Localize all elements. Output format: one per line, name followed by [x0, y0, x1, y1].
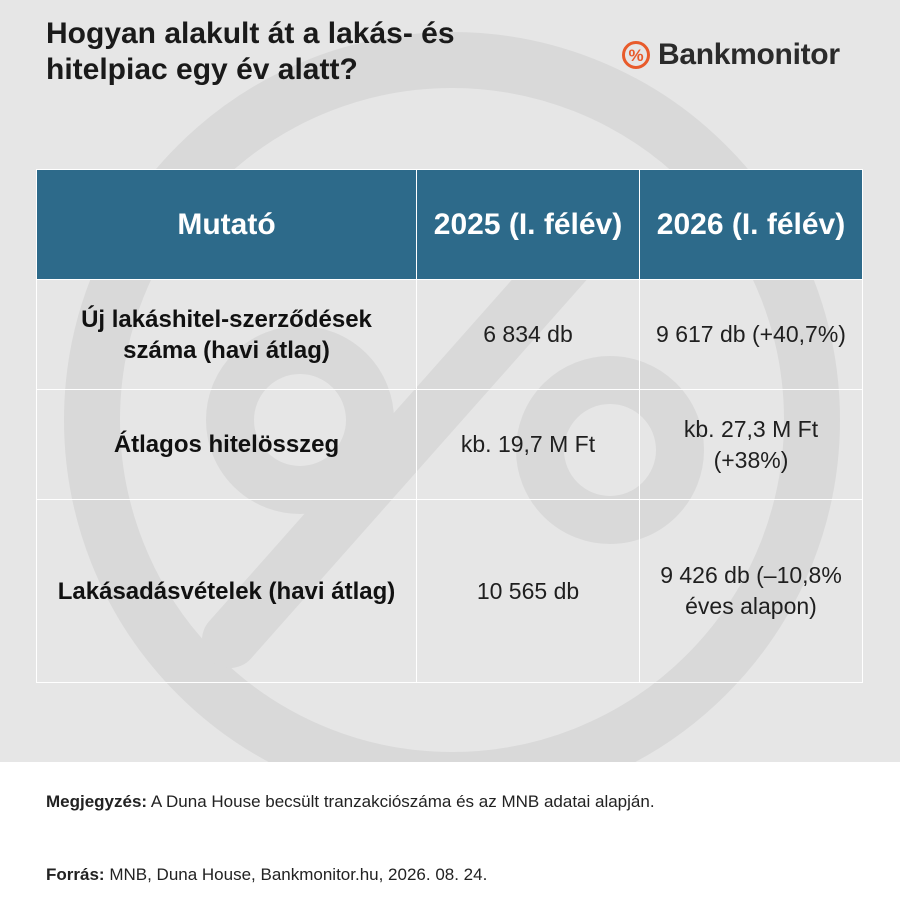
- footnote-label: Megjegyzés:: [46, 792, 148, 811]
- footnote-text: A Duna House becsült tranzakciószáma és az MNB adatai alapján.: [150, 792, 655, 811]
- value-2026-cell: 9 426 db (–10,8% éves alapon): [640, 500, 863, 683]
- page-title: Hogyan alakult át a lakás- és hitelpiac egy év alatt?: [46, 17, 455, 86]
- table-row: [37, 280, 863, 390]
- value-2026-cell: 9 617 db (+40,7%): [640, 280, 863, 390]
- market-comparison-table: [36, 169, 863, 683]
- table-row: [37, 390, 863, 500]
- table-row: [37, 500, 863, 683]
- header-2025: 2025 (I. félév): [417, 170, 640, 280]
- value-2025-cell: 6 834 db: [417, 280, 640, 390]
- percent-circle-icon: %: [622, 41, 650, 69]
- brand-name: Bankmonitor: [658, 38, 840, 71]
- table-header-row: [37, 170, 863, 280]
- metric-cell: Átlagos hitelösszeg: [37, 390, 417, 500]
- source-line: [46, 865, 487, 885]
- footnote: [46, 792, 655, 812]
- source-label: Forrás:: [46, 865, 105, 884]
- source-text: MNB, Duna House, Bankmonitor.hu, 2026. 08. 24.: [109, 865, 488, 884]
- metric-cell: Új lakáshitel-szerződések száma (havi átlag): [37, 280, 417, 390]
- value-2025-cell: kb. 19,7 M Ft: [417, 390, 640, 500]
- value-2025-cell: 10 565 db: [417, 500, 640, 683]
- header-2026: 2026 (I. félév): [640, 170, 863, 280]
- metric-cell: Lakásadásvételek (havi átlag): [37, 500, 417, 683]
- brand-logo: [622, 36, 840, 74]
- value-2026-cell: kb. 27,3 M Ft (+38%): [640, 390, 863, 500]
- header-metric: Mutató: [37, 170, 417, 280]
